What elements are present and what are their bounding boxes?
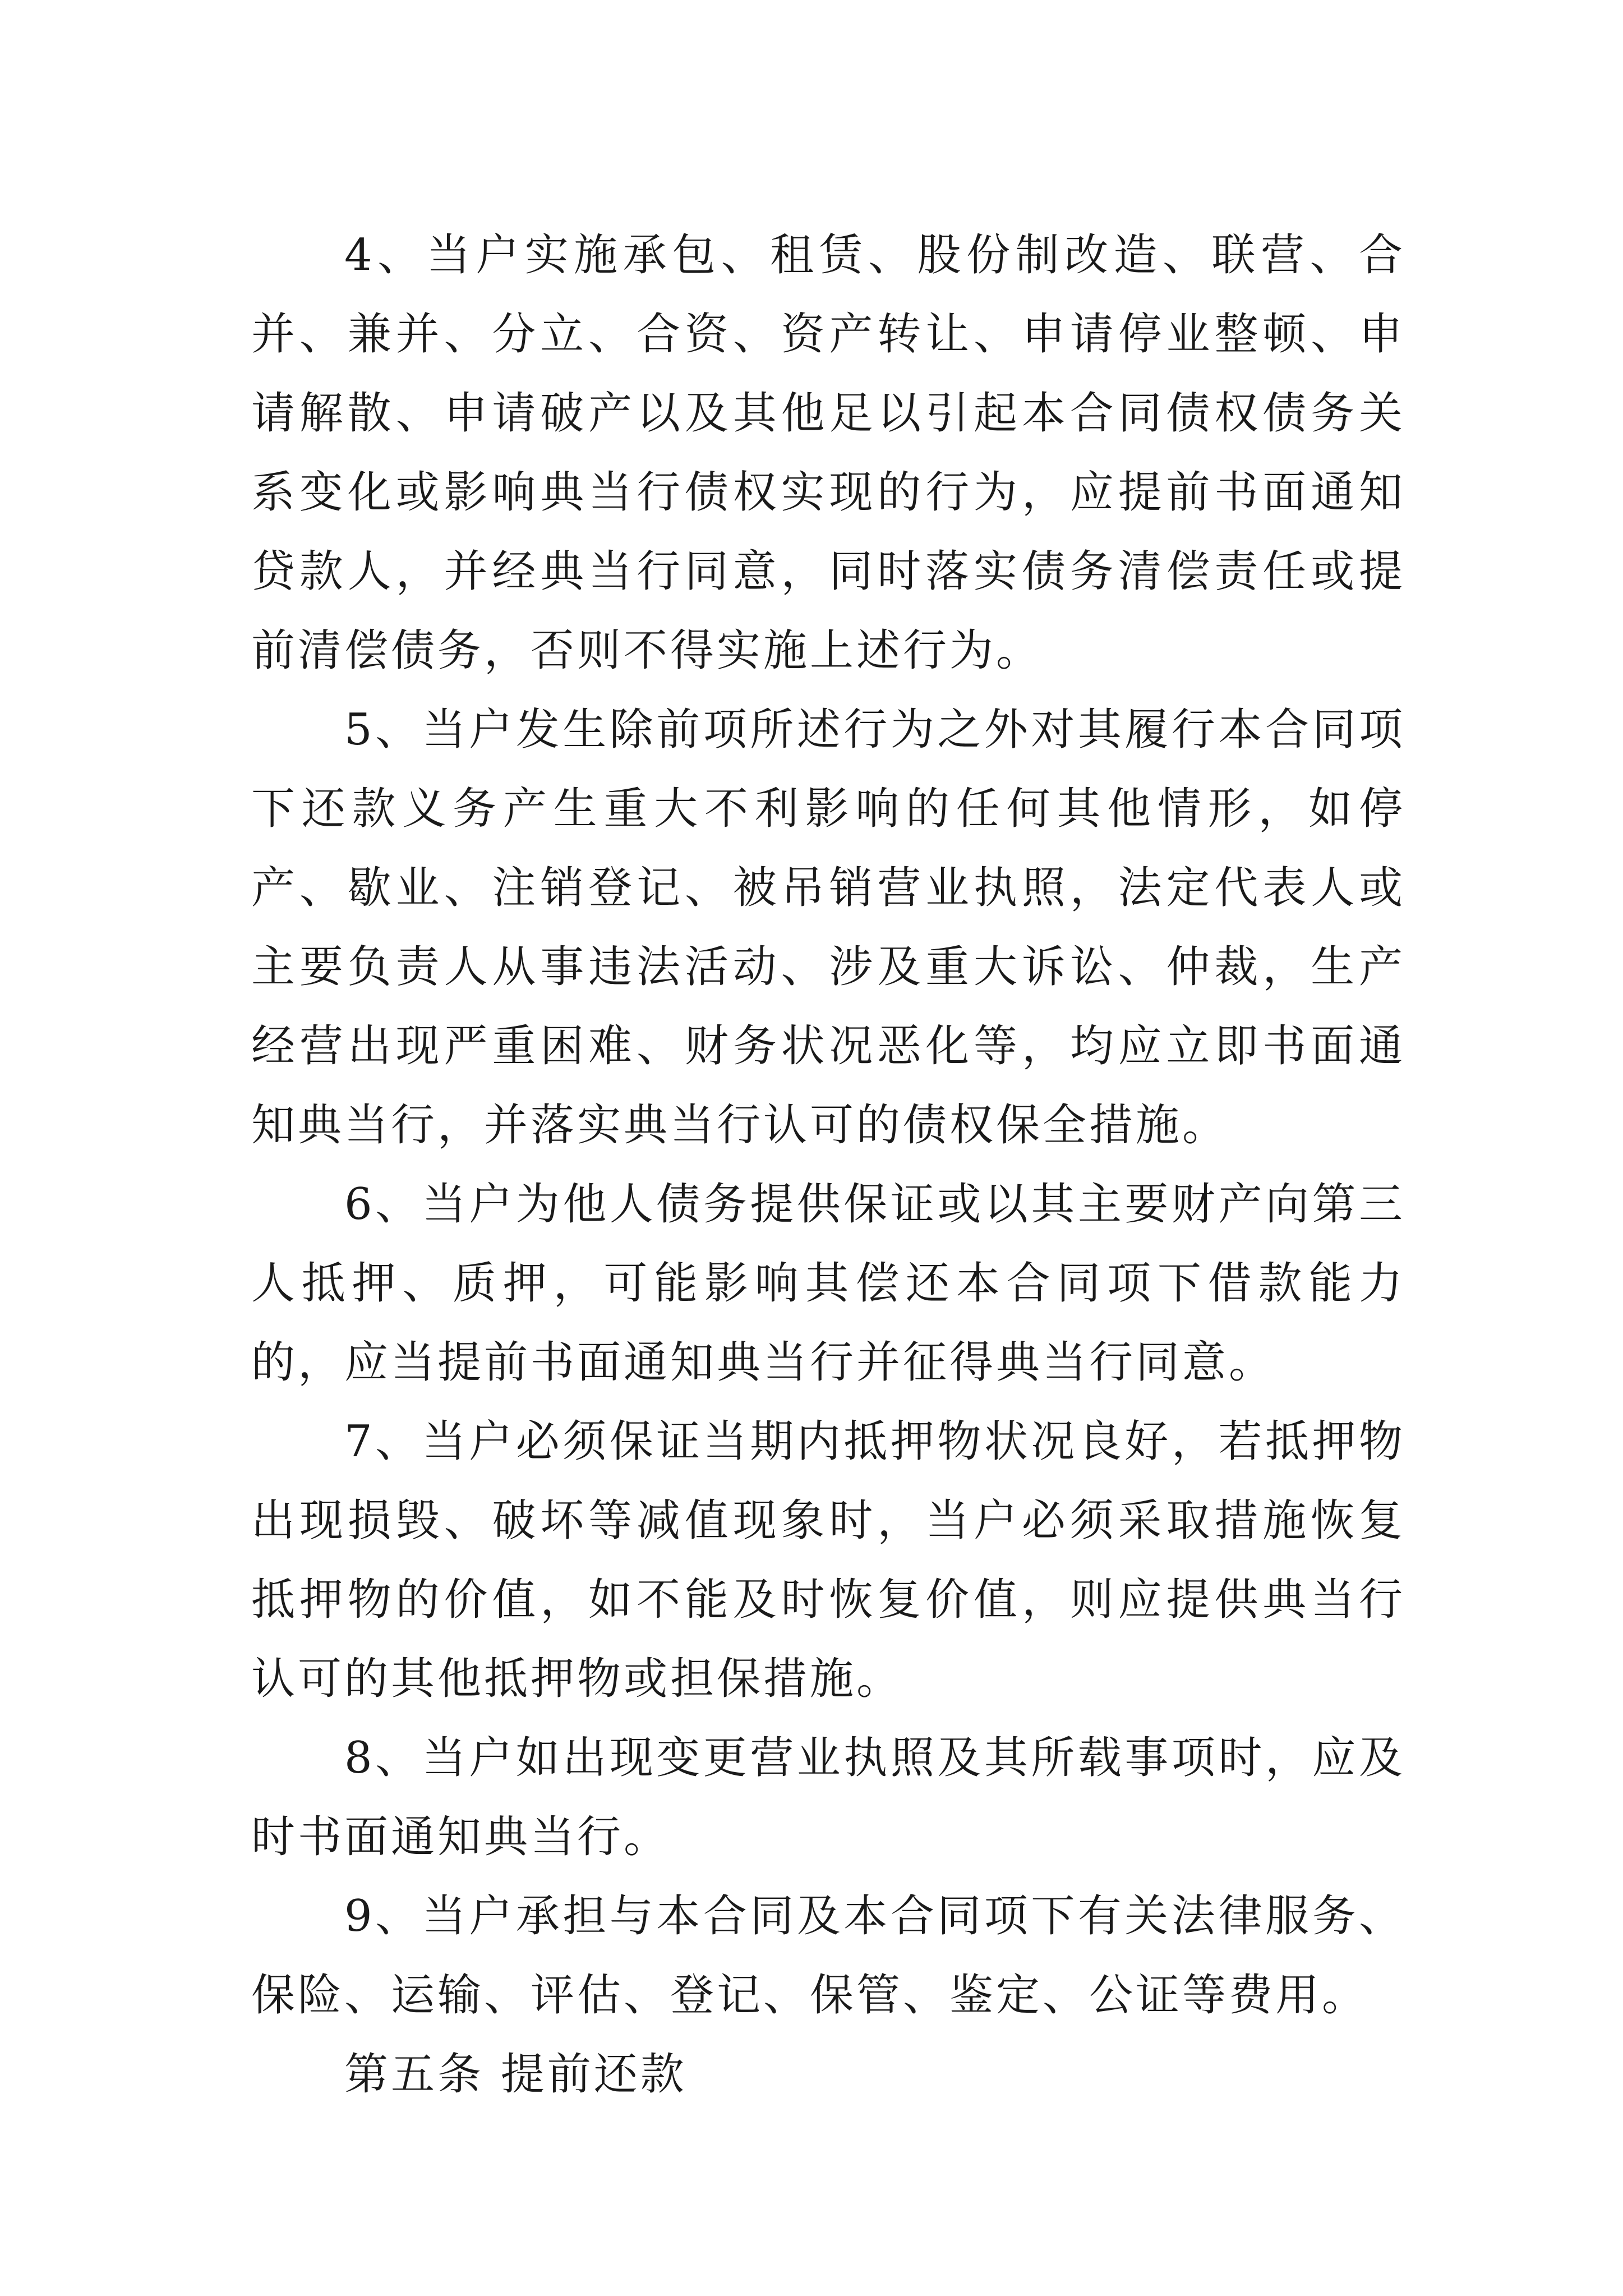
clause-7-paragraph: 7、当户必须保证当期内抵押物状况良好，若抵押物出现损毁、破坏等减值现象时，当户必须采取措施恢复抵押物的价值，如不能及时恢复价值，则应提供典当行认可的其他抵押物或担保措施。 bbox=[251, 1416, 1405, 1704]
section-heading-article-5: 第五条 提前还款 bbox=[344, 2049, 687, 2100]
clause-9-paragraph: 9、当户承担与本合同及本合同项下有关法律服务、保险、运输、评估、登记、保管、鉴定、公证等费用。 bbox=[251, 1891, 1405, 2021]
clause-6-paragraph: 6、当户为他人债务提供保证或以其主要财产向第三人抵押、质押，可能影响其偿还本合同项下借款能力的，应当提前书面通知典当行并征得典当行同意。 bbox=[251, 1179, 1405, 1388]
clause-8-paragraph: 8、当户如出现变更营业执照及其所载事项时，应及时书面通知典当行。 bbox=[251, 1733, 1405, 1862]
clause-4-paragraph: 4、当户实施承包、租赁、股份制改造、联营、合并、兼并、分立、合资、资产转让、申请停业整顿、申请解散、申请破产以及其他足以引起本合同债权债务关系变化或影响典当行债权实现的行为，应提前书面通知贷款人，并经典当行同意，同时落实债务清偿责任或提前清偿债务，否则不得实施上述行为。 bbox=[251, 230, 1405, 676]
document-body bbox=[251, 216, 1405, 2114]
clause-5-paragraph: 5、当户发生除前项所述行为之外对其履行本合同项下还款义务产生重大不利影响的任何其他情形，如停产、歇业、注销登记、被吊销营业执照，法定代表人或主要负责人从事违法活动、涉及重大诉讼、仲裁，生产经营出现严重困难、财务状况恶化等，均应立即书面通知典当行，并落实典当行认可的债权保全措施。 bbox=[251, 705, 1405, 1151]
